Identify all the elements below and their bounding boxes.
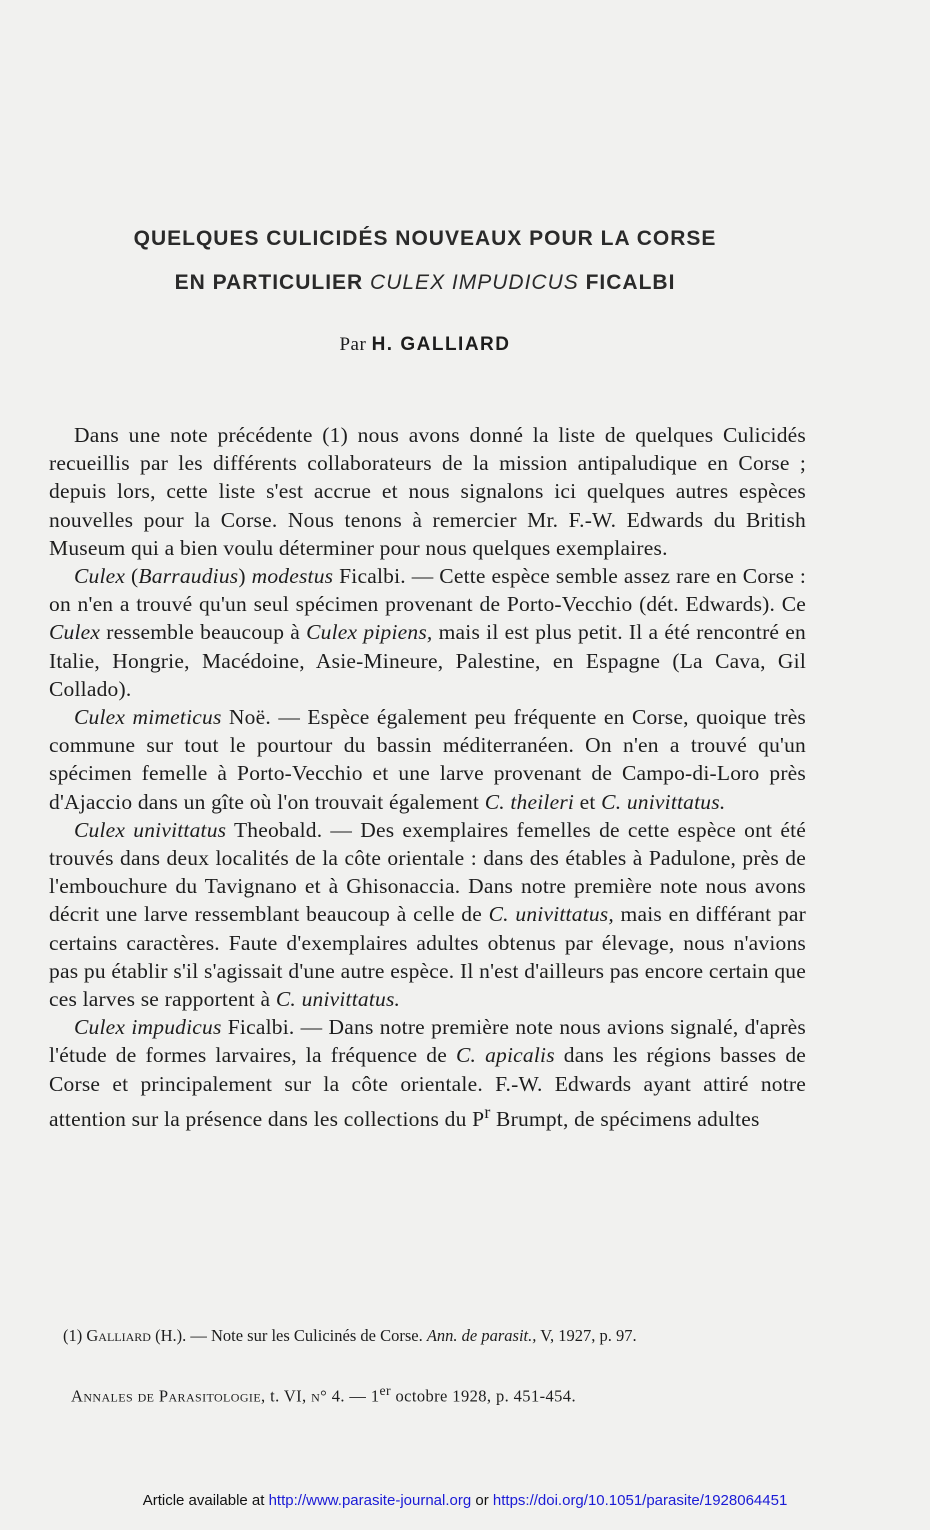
journal-text: , t. VI, bbox=[261, 1386, 312, 1406]
article-title-line-1 bbox=[0, 227, 850, 251]
journal-text: octobre 1928, p. 451-454. bbox=[390, 1386, 576, 1406]
paragraph-text: mais il est plus petit. Il a été rencontré en Italie, Hongrie, Macédoine, Asie-Mineure, Palestine, en Espagne (La Cava, Gil Collado). bbox=[49, 620, 806, 701]
paragraph-text: et bbox=[574, 789, 602, 814]
paragraph-intro: Dans une note précédente (1) nous avons donné la liste de quelques Culicidés recueillis par les différents collaborateurs de la mission antipaludique en Corse ; depuis lors, cette liste s'est accrue et nous signalons ici quelques autres espèces nouvelles pour la Corse. Nous tenons à remercier Mr. F.-W. Edwards du British Museum qui a bien voulu déterminer pour nous quelques exemplaires. bbox=[49, 423, 806, 560]
paragraph-text: Brumpt, de spécimens adultes bbox=[490, 1107, 760, 1132]
article-title-line-2 bbox=[0, 271, 850, 295]
paragraph-text: Ficalbi. — Cette espèce semble assez rare en Corse : on n'en a trouvé qu'un seul spécimen provenant de Porto-Vecchio (dét. Edwards). Ce bbox=[49, 564, 807, 617]
article-body bbox=[49, 421, 806, 1133]
species-name: C. univittatus. bbox=[601, 789, 726, 814]
species-name: C. univittatus, bbox=[488, 902, 614, 927]
superscript: r bbox=[484, 1101, 491, 1122]
paragraph-text: Theobald. — Des exemplaires femelles de cette espèce ont été trouvés dans deux localités de la côte orientale : dans des étables à Padulone, près de l'embouchure du Tavignano et à Ghisonaccia. Dans notre première note nous avons décrit une larve ressemblant beaucoup à celle de bbox=[49, 817, 806, 927]
author-byline bbox=[0, 334, 850, 356]
journal-name: Annales de Parasitologie bbox=[71, 1386, 262, 1406]
paragraph-text: ressemble beaucoup à bbox=[100, 620, 307, 645]
footnote-journal: Ann. de parasit., bbox=[426, 1326, 537, 1345]
species-name: C. theileri bbox=[484, 789, 575, 814]
species-name: Culex bbox=[49, 620, 101, 645]
paragraph-text: dans les régions basses de Corse et principalement sur la côte orientale. F.-W. Edwards ayant attiré notre attention sur la présence dans les collections du P bbox=[49, 1043, 807, 1132]
species-name: C. univittatus. bbox=[275, 987, 401, 1012]
species-name: Culex univittatus bbox=[74, 817, 227, 842]
footnote-author: Galliard bbox=[86, 1326, 151, 1345]
species-subgenus: Barraudius bbox=[138, 564, 239, 589]
byline-prefix: Par bbox=[339, 334, 372, 355]
journal-text: 4. — 1 bbox=[327, 1386, 380, 1406]
species-name: modestus bbox=[251, 564, 334, 589]
journal-number-label: n° bbox=[311, 1386, 328, 1406]
species-name: Culex mimeticus bbox=[74, 705, 222, 730]
species-name: Culex bbox=[74, 564, 126, 589]
footnote bbox=[49, 1325, 806, 1346]
species-name: C. apicalis bbox=[455, 1043, 555, 1068]
journal-website-link[interactable]: http://www.parasite-journal.org bbox=[268, 1492, 472, 1509]
footnote-text: (H.). — Note sur les Culicinés de Corse. bbox=[150, 1326, 427, 1345]
doi-link[interactable]: https://doi.org/10.1051/parasite/1928064451 bbox=[492, 1492, 788, 1509]
paragraph-culex-univittatus bbox=[49, 816, 806, 1013]
paragraph-culex-impudicus bbox=[49, 1013, 806, 1133]
footer-text: Article available at bbox=[142, 1492, 269, 1509]
availability-footer bbox=[0, 1492, 930, 1509]
species-name: Culex impudicus bbox=[74, 1015, 222, 1040]
title-text: EN PARTICULIER bbox=[174, 271, 371, 294]
footnote-marker: (1) bbox=[63, 1326, 87, 1345]
paragraph-text: mais en différant par certains caractères. Faute d'exemplaires adultes obtenus par élevage, nous n'avions pas pu établir s'il s'agissait d'une autre espèce. Il n'est d'ailleurs pas encore certain que ces larves se rapportent à bbox=[49, 902, 807, 1012]
title-text: QUELQUES CULICIDÉS NOUVEAUX POUR LA CORSE bbox=[133, 227, 717, 250]
paragraph-text: Noë. — Espèce également peu fréquente en Corse, quoique très commune sur tout le pourtour du bassin méditerranéen. On n'en a trouvé qu'un spécimen femelle à Porto-Vecchio et une larve provenant de Campo-di-Loro près d'Ajaccio dans un gîte où l'on trouvait également bbox=[49, 705, 806, 814]
paragraph-text: Ficalbi. — Dans notre première note nous avions signalé, d'après l'étude de formes larvaires, la fréquence de bbox=[49, 1015, 806, 1068]
footer-text: or bbox=[471, 1492, 493, 1509]
title-species: CULEX IMPUDICUS bbox=[370, 271, 579, 294]
superscript: er bbox=[379, 1383, 391, 1398]
species-name: Culex pipiens, bbox=[306, 620, 433, 645]
footnote-text: V, 1927, p. 97. bbox=[536, 1326, 637, 1345]
paragraph-culex-modestus: Culex (Barraudius) modestus Ficalbi. — Cette espèce semble assez rare en Corse : on n'en a trouvé qu'un seul spécimen provenant de Porto-Vecchio (dét. Edwards). Ce Culex ressemble beaucoup à Culex pipiens, mais il est plus petit. Il a été rencontré en Italie, Hongrie, Macédoine, Asie-Mineure, Palestine, en Espagne (La Cava, Gil Collado). bbox=[49, 564, 807, 701]
title-text: FICALBI bbox=[578, 271, 676, 294]
author-name: H. GALLIARD bbox=[371, 334, 511, 355]
paragraph-culex-mimeticus bbox=[49, 703, 806, 816]
journal-citation bbox=[71, 1383, 576, 1407]
